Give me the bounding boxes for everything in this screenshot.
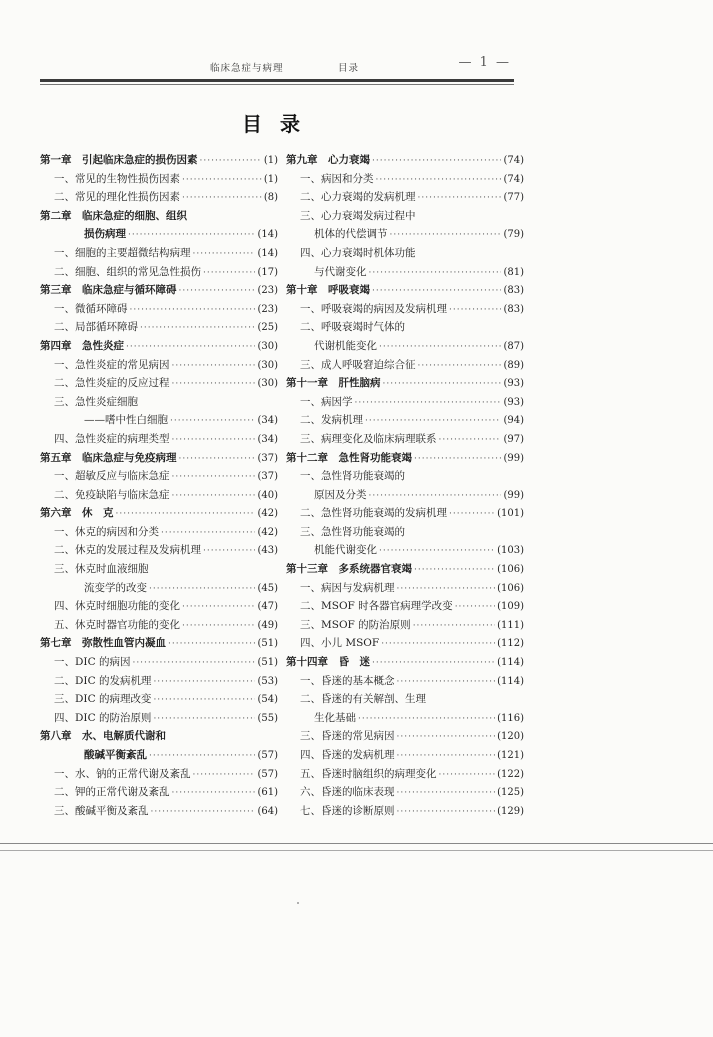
toc-entry-title: 四、DIC 的防治原则 xyxy=(54,711,152,724)
toc-entry-title: 三、昏迷的常见病因 xyxy=(300,730,395,743)
toc-leader-dots xyxy=(168,639,255,649)
toc-leader-dots xyxy=(130,305,256,315)
toc-entry-title: 第八章 水、电解质代谢和 xyxy=(40,730,166,743)
toc-page-number: (89) xyxy=(503,359,524,371)
toc-leader-dots xyxy=(439,770,496,780)
scan-speck xyxy=(297,902,299,904)
toc-entry[interactable] xyxy=(286,338,524,357)
toc-leader-dots xyxy=(369,268,502,278)
toc-leader-dots xyxy=(172,435,256,445)
toc-page-number: (74) xyxy=(503,155,524,166)
toc-entry[interactable] xyxy=(40,524,278,543)
toc-entry[interactable] xyxy=(286,431,524,450)
toc-page-number: (42) xyxy=(257,526,278,538)
toc-page-number: (25) xyxy=(257,322,278,334)
toc-entry[interactable] xyxy=(286,264,524,283)
toc-entry-title: 一、昏迷的基本概念 xyxy=(300,674,395,687)
toc-entry[interactable] xyxy=(40,803,278,822)
toc-entry-title: 一、病因与发病机理 xyxy=(300,581,395,594)
running-header xyxy=(40,52,515,80)
toc-entry-title: 二、呼吸衰竭时气体的 xyxy=(300,321,405,334)
toc-page-number: (30) xyxy=(257,359,278,371)
toc-leader-dots xyxy=(355,398,502,408)
toc-page-number: (101) xyxy=(497,508,524,520)
toc-entry[interactable] xyxy=(40,542,278,561)
toc-right-column xyxy=(286,152,524,821)
toc-chapter-entry[interactable] xyxy=(286,282,524,301)
toc-entry-title: 损伤病理 xyxy=(84,228,126,241)
toc-entry-title: 机体的代偿调节 xyxy=(314,228,388,241)
toc-entry-title: 二、局部循环障碍 xyxy=(54,321,138,334)
toc-entry-title: 第五章 临床急症与免疫病理 xyxy=(40,451,177,464)
toc-leader-dots xyxy=(418,193,502,203)
toc-entry-title: 一、水、钠的正常代谢及紊乱 xyxy=(54,767,191,780)
toc-entry[interactable] xyxy=(286,710,524,729)
header-section: 目录 xyxy=(338,63,360,74)
toc-entry[interactable] xyxy=(286,803,524,822)
toc-page-number: (34) xyxy=(257,433,278,445)
toc-page-number: (57) xyxy=(257,750,278,761)
toc-page-number: (111) xyxy=(497,619,524,631)
toc-leader-dots xyxy=(397,807,496,817)
toc-page-number: (93) xyxy=(503,396,524,408)
toc-leader-dots xyxy=(140,323,255,333)
toc-entry-title: 一、呼吸衰竭的病因及发病机理 xyxy=(300,302,447,315)
toc-entry-title: 一、病因学 xyxy=(300,395,353,408)
toc-entry-title: 一、病因和分类 xyxy=(300,172,374,185)
toc-page-number: (57) xyxy=(257,768,278,780)
toc-chapter-entry[interactable] xyxy=(40,208,278,227)
toc-entry-title: 三、病理变化及临床病理联系 xyxy=(300,432,437,445)
toc-page-number: (54) xyxy=(257,694,278,706)
toc-leader-dots xyxy=(179,286,256,296)
toc-entry-title: 第十二章 急性肾功能衰竭 xyxy=(286,451,412,464)
toc-entry[interactable] xyxy=(286,505,524,524)
header-rule-thin xyxy=(40,84,514,85)
toc-entry[interactable] xyxy=(40,412,278,431)
toc-entry-title: 四、小儿 MSOF xyxy=(300,637,380,650)
toc-entry-title: 一、休克的病因和分类 xyxy=(54,525,159,538)
toc-entry-title: 第二章 临床急症的细胞、组织 xyxy=(40,209,187,222)
toc-leader-dots xyxy=(379,546,495,556)
toc-entry-title: 三、休克时血液细胞 xyxy=(54,563,149,576)
toc-chapter-entry[interactable] xyxy=(40,505,278,524)
toc-leader-dots xyxy=(172,361,256,371)
toc-entry-title: 机能代谢变化 xyxy=(314,544,377,557)
toc-leader-dots xyxy=(414,454,501,464)
toc-entry[interactable] xyxy=(286,319,524,338)
toc-entry-title: 五、休克时器官功能的变化 xyxy=(54,618,180,631)
toc-page-number: (53) xyxy=(257,675,278,687)
toc-entry-title: 七、昏迷的诊断原则 xyxy=(300,804,395,817)
toc-entry-title: 二、昏迷的有关解剖、生理 xyxy=(300,693,426,706)
toc-entry-title: 四、休克时细胞功能的变化 xyxy=(54,600,180,613)
toc-page-number: (30) xyxy=(257,378,278,390)
toc-entry[interactable] xyxy=(40,319,278,338)
toc-entry[interactable] xyxy=(286,226,524,245)
toc-chapter-entry[interactable] xyxy=(286,561,524,580)
toc-leader-dots xyxy=(449,305,501,315)
toc-page-number: (116) xyxy=(497,712,524,724)
toc-chapter-entry[interactable] xyxy=(286,375,524,394)
toc-page-number: (79) xyxy=(503,229,524,241)
toc-page-number: (37) xyxy=(257,471,278,483)
toc-entry[interactable] xyxy=(40,487,278,506)
toc-entry[interactable] xyxy=(286,784,524,803)
toc-entry[interactable] xyxy=(40,394,278,413)
toc-leader-dots xyxy=(132,658,255,668)
toc-entry[interactable] xyxy=(286,580,524,599)
toc-leader-dots xyxy=(365,416,501,426)
toc-page-number: (14) xyxy=(257,247,278,259)
toc-page-number: (23) xyxy=(257,303,278,315)
toc-entry-title: 第十三章 多系统器官衰竭 xyxy=(286,563,412,576)
toc-entry[interactable] xyxy=(40,375,278,394)
toc-entry[interactable] xyxy=(40,189,278,208)
toc-entry-title: 一、急性肾功能衰竭的 xyxy=(300,470,405,483)
toc-entry-title: 第九章 心力衰竭 xyxy=(286,154,370,166)
toc-entry[interactable] xyxy=(286,728,524,747)
toc-entry[interactable] xyxy=(40,766,278,785)
toc-leader-dots xyxy=(455,602,495,612)
toc-leader-dots xyxy=(153,677,255,687)
toc-entry[interactable] xyxy=(286,171,524,190)
toc-chapter-entry[interactable] xyxy=(40,635,278,654)
toc-leader-dots xyxy=(418,361,502,371)
toc-leader-dots xyxy=(151,807,256,817)
toc-entry[interactable] xyxy=(40,264,278,283)
toc-leader-dots xyxy=(397,788,496,798)
toc-page-number: (121) xyxy=(497,750,524,761)
toc-entry-title: 三、DIC 的病理改变 xyxy=(54,693,152,706)
toc-page-number: (47) xyxy=(257,601,278,613)
toc-entry[interactable] xyxy=(286,747,524,766)
toc-chapter-entry[interactable] xyxy=(286,450,524,469)
toc-page-number: (42) xyxy=(257,508,278,520)
toc-left-column xyxy=(40,152,278,821)
running-title: 临床急症与病理 xyxy=(210,63,284,74)
toc-leader-dots xyxy=(116,509,256,519)
toc-entry[interactable] xyxy=(286,208,524,227)
toc-leader-dots xyxy=(449,509,495,519)
toc-leader-dots xyxy=(200,156,262,166)
toc-entry-title: 一、微循环障碍 xyxy=(54,302,128,315)
toc-page-number: (51) xyxy=(257,657,278,669)
toc-page-number: (109) xyxy=(497,601,524,613)
toc-page-number: (34) xyxy=(257,415,278,427)
toc-leader-dots xyxy=(182,175,262,185)
page-title: 目录 xyxy=(242,112,318,136)
toc-entry[interactable] xyxy=(286,673,524,692)
toc-page-number: (87) xyxy=(503,340,524,352)
toc-entry[interactable] xyxy=(286,245,524,264)
toc-page-number: (45) xyxy=(257,582,278,594)
toc-entry-title: 第四章 急性炎症 xyxy=(40,339,124,352)
toc-leader-dots xyxy=(376,175,502,185)
toc-page-number: (106) xyxy=(497,564,524,576)
toc-entry-title: 酸碱平衡紊乱 xyxy=(84,749,147,761)
toc-entry[interactable] xyxy=(40,784,278,803)
toc-entry[interactable] xyxy=(286,357,524,376)
toc-entry-title: 二、休克的发展过程及发病机理 xyxy=(54,544,201,557)
toc-leader-dots xyxy=(379,342,501,352)
toc-entry-title: 二、发病机理 xyxy=(300,414,363,427)
page-number: — 1 — xyxy=(458,55,511,70)
toc-leader-dots xyxy=(372,156,501,166)
toc-entry[interactable] xyxy=(40,301,278,320)
toc-leader-dots xyxy=(397,584,496,594)
toc-leader-dots xyxy=(372,286,501,296)
toc-leader-dots xyxy=(383,379,502,389)
toc-entry[interactable] xyxy=(40,710,278,729)
toc-entry-title: 三、酸碱平衡及紊乱 xyxy=(54,804,149,817)
toc-chapter-entry[interactable] xyxy=(40,450,278,469)
toc-page-number: (83) xyxy=(503,285,524,297)
toc-entry-title: 第三章 临床急症与循环障碍 xyxy=(40,284,177,297)
toc-leader-dots xyxy=(413,621,495,631)
toc-page-number: (83) xyxy=(503,303,524,315)
toc-entry-title: 二、细胞、组织的常见急性损伤 xyxy=(54,265,201,278)
toc-entry-title: 四、昏迷的发病机理 xyxy=(300,749,395,761)
toc-entry[interactable] xyxy=(40,468,278,487)
toc-entry-title: 第一章 引起临床急症的损伤因素 xyxy=(40,154,198,166)
toc-entry-title: 第六章 休 克 xyxy=(40,507,114,520)
toc-leader-dots xyxy=(439,435,502,445)
toc-entry-title: 流变学的改变 xyxy=(84,581,147,594)
toc-page-number: (94) xyxy=(503,415,524,427)
toc-leader-dots xyxy=(369,491,502,501)
toc-leader-dots xyxy=(193,770,256,780)
toc-chapter-entry[interactable] xyxy=(40,338,278,357)
toc-chapter-entry[interactable] xyxy=(40,226,278,245)
toc-entry[interactable] xyxy=(40,245,278,264)
toc-page-number: (55) xyxy=(257,712,278,724)
toc-chapter-entry[interactable] xyxy=(286,654,524,673)
toc-page-number: (112) xyxy=(497,638,524,650)
toc-entry-title: 二、心力衰竭的发病机理 xyxy=(300,191,416,204)
toc-leader-dots xyxy=(414,565,495,575)
toc-entry-title: 第十章 呼吸衰竭 xyxy=(286,284,370,297)
toc-page-number: (30) xyxy=(257,340,278,352)
toc-leader-dots xyxy=(182,602,255,612)
toc-page-number: (49) xyxy=(257,619,278,631)
toc-leader-dots xyxy=(170,416,255,426)
toc-entry-title: 六、昏迷的临床表现 xyxy=(300,786,395,799)
toc-leader-dots xyxy=(149,751,255,761)
toc-leader-dots xyxy=(153,695,255,705)
toc-leader-dots xyxy=(397,677,496,687)
toc-entry-title: 二、钾的正常代谢及紊乱 xyxy=(54,786,170,799)
toc-entry-title: 第十四章 昏 迷 xyxy=(286,656,370,669)
toc-page-number: (64) xyxy=(257,805,278,817)
toc-page-number: (114) xyxy=(497,657,524,669)
toc-entry-title: 与代谢变化 xyxy=(314,265,367,278)
toc-page-number: (8) xyxy=(263,192,278,204)
toc-entry-title: 五、昏迷时脑组织的病理变化 xyxy=(300,767,437,780)
toc-leader-dots xyxy=(149,584,255,594)
toc-entry[interactable] xyxy=(286,394,524,413)
toc-entry[interactable] xyxy=(286,301,524,320)
toc-page-number: (120) xyxy=(497,731,524,743)
toc-entry-title: 二、MSOF 时各器官病理学改变 xyxy=(300,600,453,613)
toc-page-number: (81) xyxy=(503,266,524,278)
toc-entry[interactable] xyxy=(286,487,524,506)
toc-entry-title: 二、急性炎症的反应过程 xyxy=(54,377,170,390)
toc-leader-dots xyxy=(397,732,496,742)
toc-entry-title: 二、DIC 的发病机理 xyxy=(54,674,152,687)
toc-leader-dots xyxy=(172,379,256,389)
toc-leader-dots xyxy=(128,230,255,240)
toc-entry[interactable] xyxy=(40,691,278,710)
toc-entry-title: 二、常见的理化性损伤因素 xyxy=(54,191,180,204)
toc-page-number: (97) xyxy=(503,433,524,445)
toc-page-number: (43) xyxy=(257,545,278,557)
toc-entry[interactable] xyxy=(40,617,278,636)
toc-entry[interactable] xyxy=(40,654,278,673)
toc-leader-dots xyxy=(153,714,255,724)
toc-page-number: (61) xyxy=(257,787,278,799)
toc-entry-title: 三、成人呼吸窘迫综合征 xyxy=(300,358,416,371)
toc-entry-title: 代谢机能变化 xyxy=(314,339,377,352)
toc-page-number: (129) xyxy=(497,805,524,817)
toc-leader-dots xyxy=(161,528,255,538)
toc-entry-title: ——嗜中性白细胞 xyxy=(84,414,168,427)
toc-page-number: (125) xyxy=(497,787,524,799)
toc-entry[interactable] xyxy=(40,561,278,580)
toc-leader-dots xyxy=(203,268,255,278)
toc-leader-dots xyxy=(172,472,256,482)
toc-entry[interactable] xyxy=(286,617,524,636)
toc-entry-title: 三、急性肾功能衰竭的 xyxy=(300,525,405,538)
toc-leader-dots xyxy=(397,751,496,761)
toc-entry-title: 生化基础 xyxy=(314,711,356,724)
toc-leader-dots xyxy=(372,658,495,668)
toc-chapter-entry[interactable] xyxy=(40,152,278,171)
toc-entry-title: 二、急性肾功能衰竭的发病机理 xyxy=(300,507,447,520)
toc-entry-title: 第七章 弥散性血管内凝血 xyxy=(40,637,166,650)
toc-entry-title: 三、急性炎症细胞 xyxy=(54,395,138,408)
toc-page-number: (77) xyxy=(503,192,524,204)
toc-page-number: (1) xyxy=(263,155,278,166)
toc-entry-title: 四、心力衰竭时机体功能 xyxy=(300,246,416,259)
toc-entry-title: 第十一章 肝性脑病 xyxy=(286,377,381,390)
toc-page-number: (122) xyxy=(497,768,524,780)
toc-page-number: (114) xyxy=(497,675,524,687)
toc-page-number: (93) xyxy=(503,378,524,390)
toc-page-number: (23) xyxy=(257,285,278,297)
toc-entry[interactable] xyxy=(286,189,524,208)
toc-page-number: (51) xyxy=(257,638,278,650)
toc-page-number: (1) xyxy=(263,173,278,185)
toc-entry-title: 一、超敏反应与临床急症 xyxy=(54,470,170,483)
toc-entry-title: 二、免疫缺陷与临床急症 xyxy=(54,488,170,501)
toc-leader-dots xyxy=(172,788,256,798)
toc-page-number: (40) xyxy=(257,489,278,501)
toc-entry[interactable] xyxy=(286,598,524,617)
toc-entry[interactable] xyxy=(40,673,278,692)
toc-page-number: (14) xyxy=(257,229,278,241)
toc-chapter-entry[interactable] xyxy=(40,747,278,766)
toc-entry-title: 三、MSOF 的防治原则 xyxy=(300,618,411,631)
toc-leader-dots xyxy=(193,249,256,259)
toc-page-number: (74) xyxy=(503,173,524,185)
toc-entry[interactable] xyxy=(40,598,278,617)
toc-entry[interactable] xyxy=(40,580,278,599)
toc-entry-title: 一、常见的生物性损伤因素 xyxy=(54,172,180,185)
toc-page-number: (99) xyxy=(503,489,524,501)
toc-entry[interactable] xyxy=(40,431,278,450)
toc-entry[interactable] xyxy=(40,357,278,376)
toc-page-number: (99) xyxy=(503,452,524,464)
toc-leader-dots xyxy=(358,714,495,724)
toc-chapter-entry[interactable] xyxy=(40,282,278,301)
toc-entry-title: 一、细胞的主要超微结构病理 xyxy=(54,246,191,259)
toc-leader-dots xyxy=(182,621,255,631)
footer-rule xyxy=(0,843,713,844)
toc-leader-dots xyxy=(179,454,256,464)
toc-page-number: (37) xyxy=(257,452,278,464)
toc-leader-dots xyxy=(172,491,256,501)
header-rule-thick xyxy=(40,79,514,82)
toc-entry[interactable] xyxy=(40,171,278,190)
toc-entry[interactable] xyxy=(286,766,524,785)
toc-page-number: (103) xyxy=(497,545,524,557)
footer-rule-secondary xyxy=(0,850,713,851)
toc-leader-dots xyxy=(203,546,255,556)
toc-entry[interactable] xyxy=(286,524,524,543)
toc-entry-title: 一、急性炎症的常见病因 xyxy=(54,358,170,371)
toc-leader-dots xyxy=(126,342,255,352)
toc-chapter-entry[interactable] xyxy=(286,152,524,171)
toc-entry[interactable] xyxy=(286,542,524,561)
toc-chapter-entry[interactable] xyxy=(40,728,278,747)
toc-page-number: (106) xyxy=(497,582,524,594)
toc-leader-dots xyxy=(182,193,262,203)
toc-entry[interactable] xyxy=(286,412,524,431)
toc-entry[interactable] xyxy=(286,468,524,487)
toc-entry[interactable] xyxy=(286,635,524,654)
toc-leader-dots xyxy=(381,639,495,649)
toc-entry-title: 原因及分类 xyxy=(314,488,367,501)
toc-entry-title: 一、DIC 的病因 xyxy=(54,656,131,669)
toc-entry-title: 三、心力衰竭发病过程中 xyxy=(300,209,416,222)
toc-page-number: (17) xyxy=(257,266,278,278)
toc-leader-dots xyxy=(390,230,502,240)
toc-entry-title: 四、急性炎症的病理类型 xyxy=(54,432,170,445)
toc-entry[interactable] xyxy=(286,691,524,710)
